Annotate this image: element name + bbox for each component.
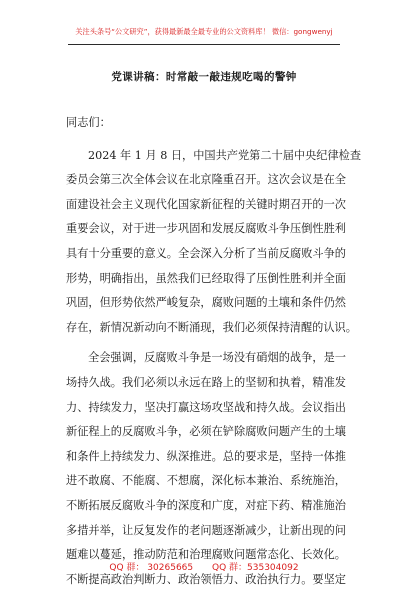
document-title: 党课讲稿：时常敲一敲违规吃喝的警钟 xyxy=(111,71,297,83)
body-line: 新征程上的反腐败斗争，必须在铲除腐败问题产生的土壤 xyxy=(66,425,346,439)
body-line: 全会强调，反腐败斗争是一场没有硝烟的战争，是一 xyxy=(88,351,346,365)
footer-qq-group-1: QQ 群： 30265665 xyxy=(109,563,194,573)
header-notice: 关注头条号“公文研究”，获得最新最全最专业的公文资料库！ 微信：gongwenyj xyxy=(75,27,333,36)
body-line: 委员会第三次全体会议在北京隆重召开。这次会议是在全 xyxy=(66,173,346,187)
body-line: 和条件上持续发力、纵深推进。总的要求是，坚持一体推 xyxy=(66,449,346,463)
spacer xyxy=(66,136,346,144)
body-line: 面建设社会主义现代化国家新征程的关键时期召开的一次 xyxy=(66,197,346,211)
body-line: 巩固，但形势依然严峻复杂，腐败问题的土壤和条件仍然 xyxy=(66,296,346,310)
body-line: 不断提高政治判断力、政治领悟力、政治执行力。要坚定 xyxy=(66,572,346,586)
header-divider xyxy=(68,44,340,45)
body-line: 场持久战。我们必须以永远在路上的坚韧和执着，精准发 xyxy=(66,375,346,389)
paragraph-2 xyxy=(66,346,346,592)
body-line: 多措并举，让反复发作的老问题逐渐减少，让新出现的问 xyxy=(66,523,346,537)
body-line: 力、持续发力，坚决打赢这场攻坚战和持久战。会议指出 xyxy=(66,400,346,414)
page-footer xyxy=(0,560,408,573)
body-line: 进不敢腐、不能腐、不想腐，深化标本兼治、系统施治， xyxy=(66,474,346,488)
body-line: 2024 年 1 月 8 日，中国共产党第二十届中央纪律检查 xyxy=(88,148,362,162)
salutation: 同志们： xyxy=(66,116,111,129)
body-line: 重要会议，对于进一步巩固和发展反腐败斗争压倒性胜利 xyxy=(66,222,346,236)
body-line: 形势，明确指出，虽然我们已经取得了压倒性胜利并全面 xyxy=(66,271,346,285)
page-header xyxy=(0,0,408,48)
document-body xyxy=(66,111,362,592)
body-line: 具有十分重要的意义。全会深入分析了当前反腐败斗争的 xyxy=(66,246,346,260)
paragraph-1 xyxy=(66,144,362,341)
body-line: 不断拓展反腐败斗争的深度和广度，对症下药、精准施治 xyxy=(66,498,346,512)
body-line: 题难以蔓延，推动防范和治理腐败问题常态化、长效化。 xyxy=(66,548,346,562)
footer-qq-group-2: QQ 群：535304092 xyxy=(212,563,299,573)
body-line: 存在，新情况新动向不断涌现，我们必须保持清醒的认识。 xyxy=(66,320,357,334)
